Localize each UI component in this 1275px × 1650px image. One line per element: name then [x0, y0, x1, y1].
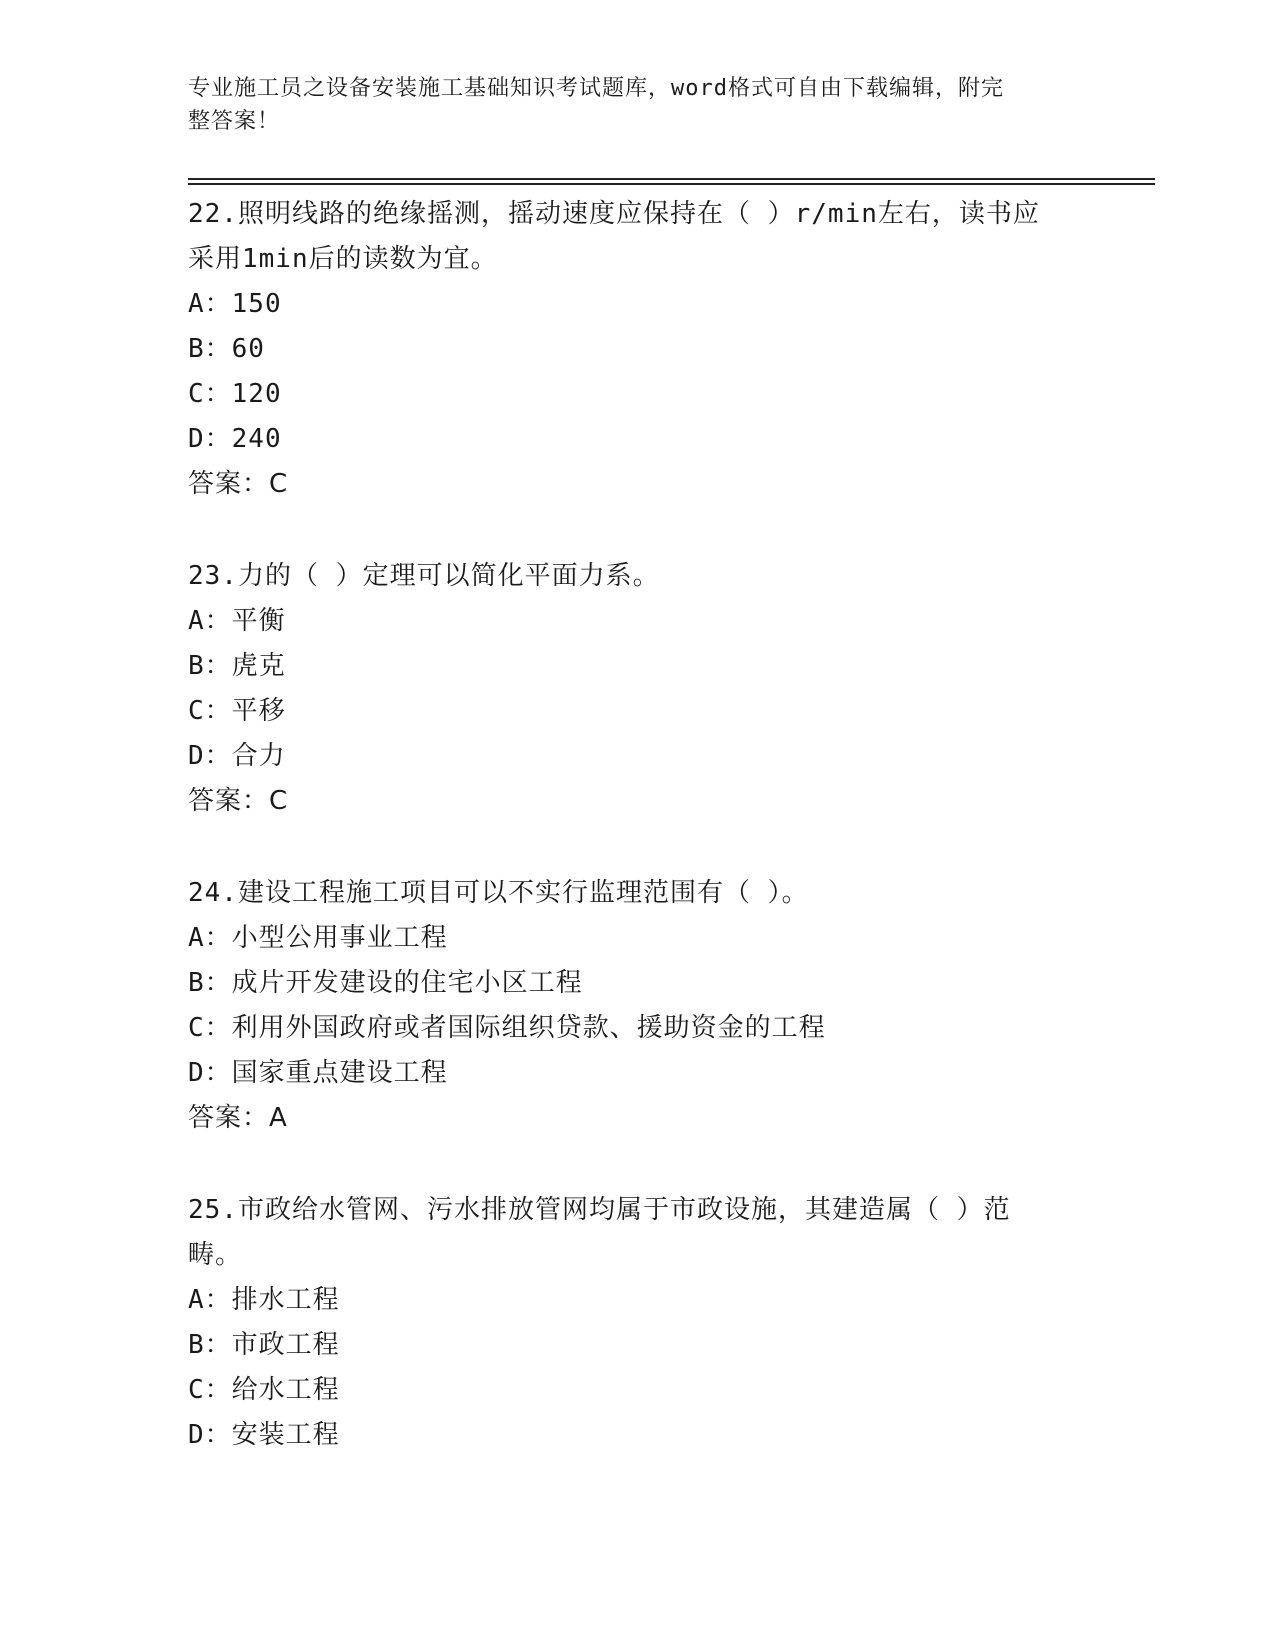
option-d: D：国家重点建设工程 [188, 1058, 448, 1088]
header-line-1: 专业施工员之设备安装施工基础知识考试题库，word格式可自由下载编辑，附完 [188, 76, 1004, 101]
document-header [188, 72, 1088, 138]
question-text: 25.市政给水管网、污水排放管网均属于市政设施，其建造属（ ）范 [188, 1195, 1011, 1225]
option-a: A：平衡 [188, 606, 286, 636]
header-line-2: 整答案！ [188, 109, 281, 134]
answer-line: 答案：A [188, 1103, 288, 1133]
question-text: 24.建设工程施工项目可以不实行监理范围有（ ）。 [188, 878, 809, 908]
option-b: B：成片开发建设的住宅小区工程 [188, 968, 583, 998]
header-divider-bottom [188, 183, 1155, 185]
question-22 [188, 192, 1088, 507]
option-a: A：排水工程 [188, 1285, 340, 1315]
answer-line: 答案：C [188, 786, 289, 816]
question-23 [188, 554, 1088, 824]
option-d: D：240 [188, 424, 282, 454]
question-list [188, 192, 1088, 1505]
answer-line: 答案：C [188, 469, 289, 499]
question-25 [188, 1188, 1088, 1458]
question-24 [188, 871, 1088, 1141]
header-divider-top [188, 178, 1155, 180]
question-text-continued: 采用1min后的读数为宜。 [188, 244, 498, 274]
option-d: D：安装工程 [188, 1420, 340, 1450]
option-a: A：150 [188, 289, 282, 319]
question-text: 23.力的（ ）定理可以简化平面力系。 [188, 561, 660, 591]
question-text-continued: 畴。 [188, 1240, 243, 1270]
option-c: C：平移 [188, 696, 286, 726]
option-b: B：市政工程 [188, 1330, 340, 1360]
option-d: D：合力 [188, 741, 286, 771]
option-c: C：120 [188, 379, 282, 409]
option-c: C：给水工程 [188, 1375, 340, 1405]
option-c: C：利用外国政府或者国际组织贷款、援助资金的工程 [188, 1013, 826, 1043]
option-b: B：60 [188, 334, 265, 364]
question-text: 22.照明线路的绝缘摇测，摇动速度应保持在（ ）r/min左右，读书应 [188, 199, 1040, 229]
option-a: A：小型公用事业工程 [188, 923, 448, 953]
option-b: B：虎克 [188, 651, 286, 681]
